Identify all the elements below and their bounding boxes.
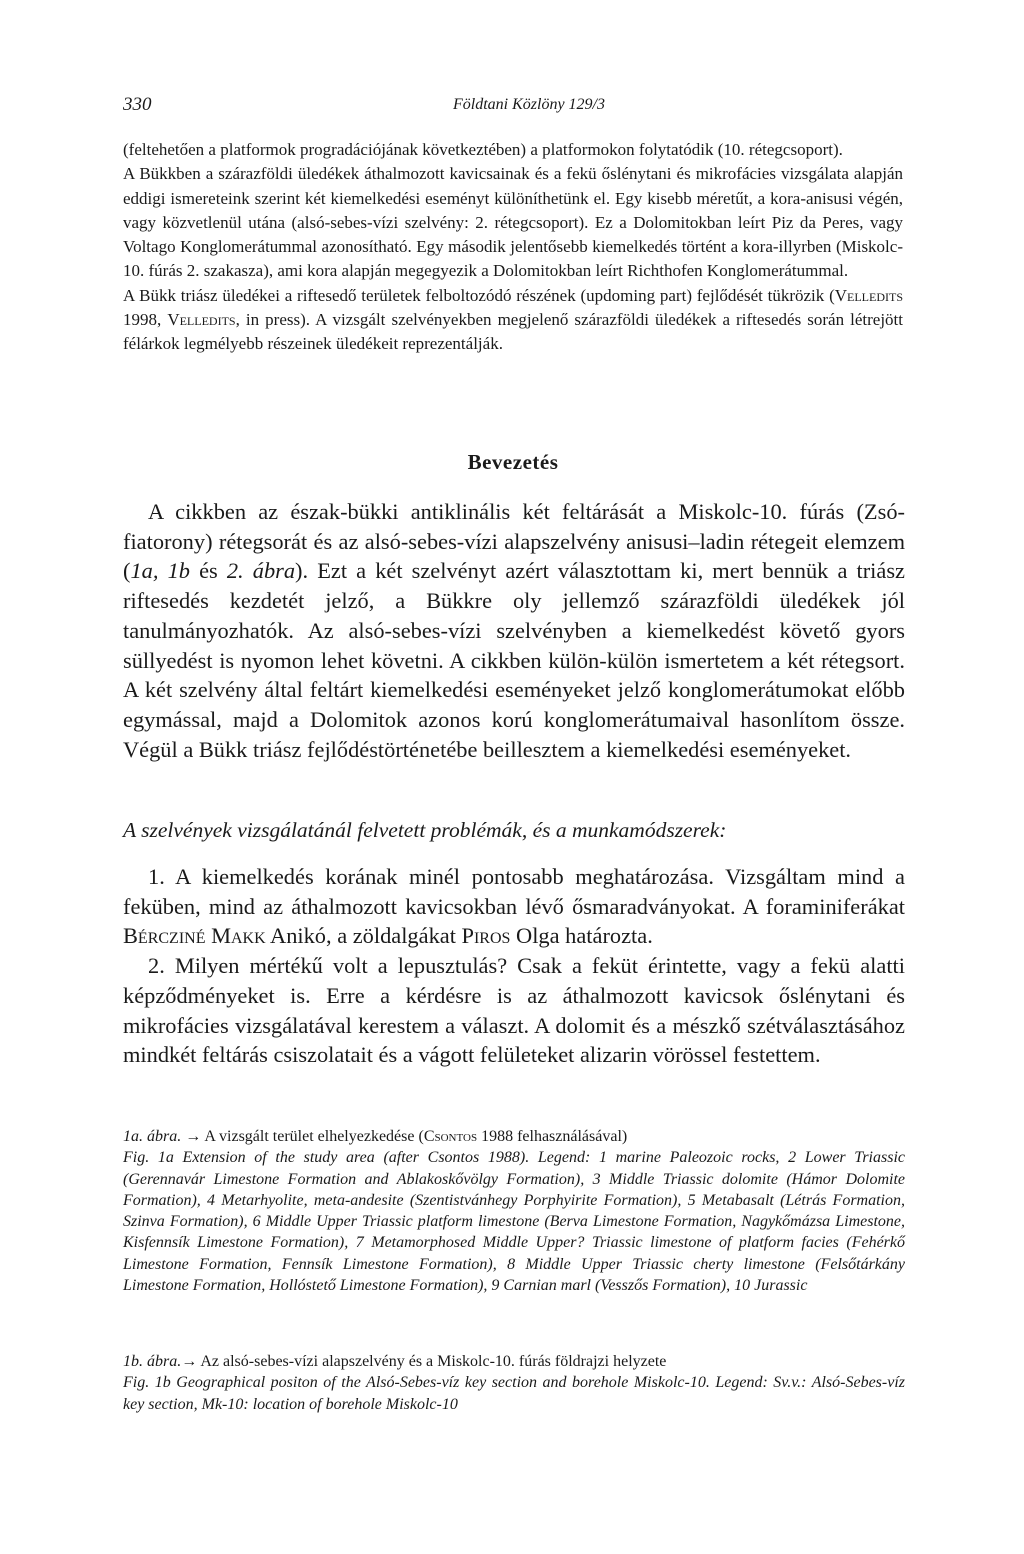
author-citation: Velledits (167, 310, 236, 330)
arrow-icon: → (181, 1353, 198, 1370)
caption-english: Fig. 1a Extension of the study area (after Csontos 1988). Legend: 1 marine Paleozoic rocks, 2 Lower Triassic (Gerennavár Limestone Formation and Ablakoskővölgy Formation), 3 Middle Triassic dolomite (Hámor Dolomite Formation), 4 Metarhyolite, meta-andesite (Szentistvánhegy Porphyirite Formation), 5 Metabasalt (Létrás Formation, Szinva Formation), 6 Middle Upper Triassic platform limestone (Berva Limestone Formation, Nagykőmázsa Limestone, Kisfennsík Limestone Formation), 7 Metamorphosed Middle Upper? Triassic limestone of platform facies (Fehérkő Limestone Formation, Fennsík Limestone Formation), 8 Middle Upper Triassic cherty limestone (Felsőtárkány Limestone Formation, Hollóstető Limestone Formation), 9 Carnian marl (Vesszős Formation), 10 Jurassic (123, 1149, 905, 1295)
introduction-body (123, 497, 905, 764)
journal-title: Földtani Közlöny 129/3 (453, 96, 605, 113)
figure-reference: 1a, 1b (130, 558, 190, 584)
intro-p3-text: , in press). A vizsgált szelvényekben megjelenő szárazföldi üledékek a riftesedés során létrejött félárkok legmélyebb részeinek üledékeit reprezentálják. (123, 310, 903, 354)
methods-item-1 (123, 862, 905, 951)
section-heading: Bevezetés (467, 450, 559, 474)
caption-hungarian (123, 1126, 905, 1147)
figure-caption-1a (123, 1126, 905, 1296)
intro-paragraph-2: A Bükkben a szárazföldi üledékek áthalmozott kavicsainak és a fekü őslénytani és mikrofácies vizsgálata alapján eddigi ismereteink szerint két kiemelkedési eseményt különíthetünk el. Egy kisebb méretűt, a kora-anisusi végén, vagy közvetlenül utána (alsó-sebes-vízi szelvény: 2. rétegcsoport). Ez a Dolomitokban leírt Piz da Peres, vagy Voltago Konglomerátummal azonosítható. Egy második jelentősebb kiemelkedés történt a kora-illyrben (Miskolc-10. fúrás 2. szakasza), ami kora alapján megegyezik a Dolomitokban leírt Richthofen Konglomerátummal. (123, 164, 903, 281)
person-name: Bércziné Makk (123, 923, 266, 949)
body-text-run: ). Ezt a két szelvényt azért választottam ki, mert bennük a triász riftesedés kezdetét jelző, a Bükkre oly jellemző szárazföldi üledékek jól tanulmányozhatók. Az alsó-sebes-vízi szelvényben a kiemelkedést követő gyors süllyedést is nyomon lehet követni. A cikkben külön-külön ismertetem a két rétegsort. A két szelvény által feltárt kiemelkedési eseményeket jelző konglomerátumokat előbb egymással, majd a Dolomitok azonos korú konglomerátumaival hasonlítom össze. Végül a Bükk triász fejlődéstörténetébe beillesztem a kiemelkedési eseményeket. (123, 558, 905, 762)
caption-text: A vizsgált terület elhelyezkedése ( (201, 1128, 424, 1145)
body-text-run: 1. A kiemelkedés korának minél pontosabb meghatározása. Vizsgáltam mind a feküben, mind az áthalmozott kavicsokban lévő ősmaradványokat. A foraminiferákat (123, 864, 905, 919)
methods-item-2: 2. Milyen mértékű volt a lepusztulás? Csak a feküt érintette, vagy a fekü alatti képződményeket is. Erre a kérdésre is az áthalmozott kavicsok őslénytani és mikrofácies vizsgálatával kerestem a választ. A dolomit és a mészkő szétválasztásához mindkét feltárás csiszolatait és a vágott felületeket alizarin vörössel festettem. (123, 953, 905, 1068)
subsection-heading: A szelvények vizsgálatánál felvetett problémák, és a munkamódszerek: (123, 818, 727, 842)
body-text-run: Olga határozta. (510, 923, 653, 949)
intro-paragraph-3 (123, 284, 903, 357)
intro-text (123, 138, 903, 357)
body-text-run: A cikkben az észak-bükki antiklinális két feltárását a Miskolc-10. fúrás (Zsófiatorony) rétegsorát és az alsó-sebes-vízi alapszelvény anisusi–ladin rétegeit elemzem ( (123, 499, 905, 584)
body-text-run: Anikó, a zöldalgákat (265, 923, 462, 949)
caption-text: Az alsó-sebes-vízi alapszelvény és a Miskolc-10. fúrás földrajzi helyzete (197, 1353, 667, 1370)
caption-label: 1a. ábra. (123, 1128, 182, 1145)
intro-p3-text: A Bükk triász üledékei a riftesedő területek felboltozódó részének (updoming part) fejlődését tükrözik ( (123, 285, 835, 305)
methods-body (123, 862, 905, 1070)
caption-hungarian (123, 1351, 905, 1372)
figure-reference: 2. ábra (226, 558, 296, 584)
caption-english: Fig. 1b Geographical positon of the Alsó-Sebes-víz key section and borehole Miskolc-10. Legend: Sv.v.: Alsó-Sebes-víz key section, Mk-10: location of borehole Miskolc-10 (123, 1374, 905, 1413)
person-name: Piros (461, 923, 511, 949)
author-citation: Csontos (423, 1128, 478, 1145)
author-citation: Velledits (834, 285, 903, 305)
intro-paragraph-1: (feltehetően a platformok progradációjának következtében) a platformokon folytatódik (10. rétegcsoport). (123, 140, 843, 159)
caption-text: 1988 felhasználásával) (477, 1128, 628, 1145)
figure-caption-1b (123, 1351, 905, 1415)
arrow-icon: → (185, 1128, 202, 1145)
introduction-paragraph (123, 497, 905, 764)
body-text-run: és (189, 558, 227, 584)
page-number: 330 (123, 94, 152, 115)
caption-label: 1b. ábra. (123, 1353, 182, 1370)
intro-p3-text: 1998, (123, 310, 168, 330)
